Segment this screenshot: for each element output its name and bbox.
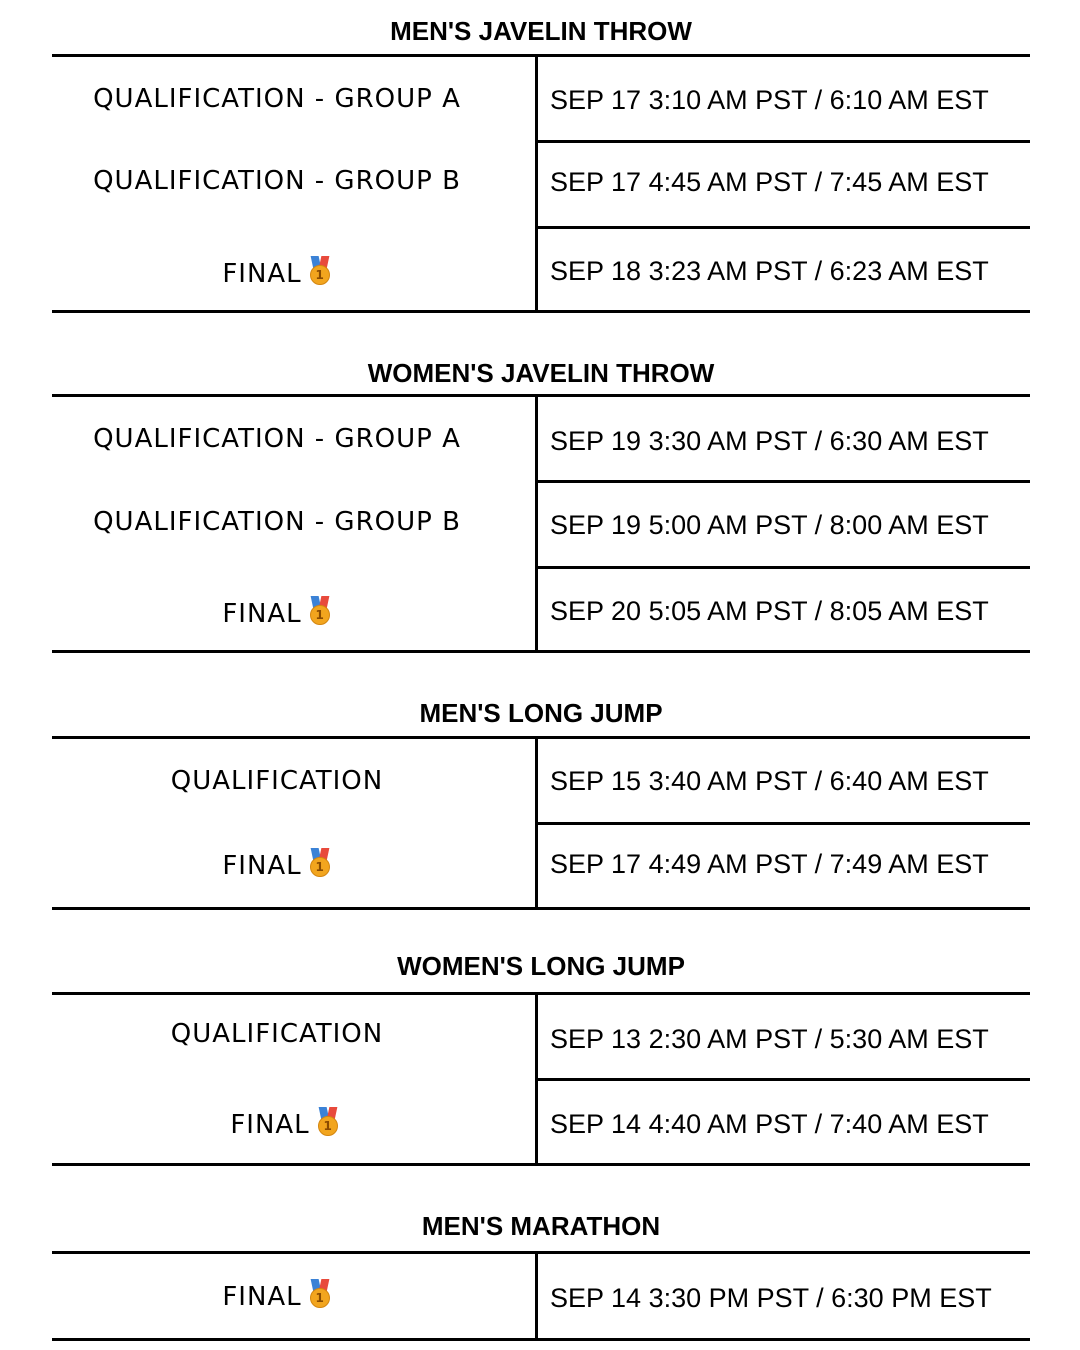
schedule-table	[52, 992, 1030, 1166]
time-label: SEP 15 3:40 AM PST / 6:40 AM EST	[550, 766, 989, 796]
table-row	[52, 825, 1030, 909]
first-place-medal-icon	[308, 596, 332, 626]
time-label: SEP 17 4:49 AM PST / 7:49 AM EST	[550, 849, 989, 879]
table-row	[52, 397, 1030, 481]
time-label: SEP 13 2:30 AM PST / 5:30 AM EST	[550, 1024, 989, 1054]
round-label-final	[52, 596, 502, 629]
medal-number: 1	[318, 1116, 338, 1136]
table-row	[52, 569, 1030, 653]
section-title: MEN'S MARATHON	[421, 1211, 661, 1241]
first-place-medal-icon	[308, 256, 332, 286]
medal-number: 1	[310, 1288, 330, 1308]
schedule-table	[52, 54, 1030, 313]
round-label-final	[60, 1107, 510, 1140]
medal-number: 1	[310, 857, 330, 877]
time-label: SEP 18 3:23 AM PST / 6:23 AM EST	[550, 256, 989, 286]
round-label: QUALIFICATION - GROUP A	[93, 424, 461, 454]
section-title: WOMEN'S LONG JUMP	[397, 951, 685, 981]
table-row	[52, 1254, 1030, 1338]
time-label: SEP 14 4:40 AM PST / 7:40 AM EST	[550, 1109, 989, 1139]
round-label-final	[52, 848, 502, 881]
time-label: SEP 20 5:05 AM PST / 8:05 AM EST	[550, 596, 989, 626]
section-mens-javelin-throw	[52, 14, 1030, 314]
medal-number: 1	[310, 605, 330, 625]
table-row	[52, 229, 1030, 313]
time-label: SEP 14 3:30 PM PST / 6:30 PM EST	[550, 1283, 992, 1313]
round-label: QUALIFICATION - GROUP A	[93, 84, 461, 114]
section-title: MEN'S JAVELIN THROW	[390, 16, 692, 46]
round-label: QUALIFICATION - GROUP B	[93, 166, 461, 196]
round-label-final	[52, 1279, 502, 1312]
section-title: MEN'S LONG JUMP	[419, 698, 663, 728]
table-row	[52, 739, 1030, 823]
round-label-final	[52, 256, 502, 289]
section-womens-long-jump	[52, 949, 1030, 1169]
time-label: SEP 19 3:30 AM PST / 6:30 AM EST	[550, 426, 989, 456]
round-label-text: FINAL	[222, 1282, 302, 1312]
round-label: QUALIFICATION	[170, 766, 384, 796]
first-place-medal-icon	[308, 1279, 332, 1309]
table-row	[52, 995, 1030, 1079]
section-mens-marathon	[52, 1209, 1030, 1344]
round-label-text: FINAL	[230, 1110, 310, 1140]
time-label: SEP 17 3:10 AM PST / 6:10 AM EST	[550, 85, 989, 115]
medal-number: 1	[310, 265, 330, 285]
first-place-medal-icon	[316, 1107, 340, 1137]
section-womens-javelin-throw	[52, 356, 1030, 656]
table-row	[52, 1081, 1030, 1165]
round-label: QUALIFICATION	[170, 1019, 384, 1049]
table-row	[52, 57, 1030, 141]
first-place-medal-icon	[308, 848, 332, 878]
schedule-table	[52, 1251, 1030, 1341]
schedule-table	[52, 736, 1030, 910]
time-label: SEP 19 5:00 AM PST / 8:00 AM EST	[550, 510, 989, 540]
round-label-text: FINAL	[222, 259, 302, 289]
section-title: WOMEN'S JAVELIN THROW	[367, 358, 715, 388]
time-label: SEP 17 4:45 AM PST / 7:45 AM EST	[550, 167, 989, 197]
section-mens-long-jump	[52, 696, 1030, 912]
table-row	[52, 143, 1030, 227]
schedule-table	[52, 394, 1030, 653]
round-label-text: FINAL	[222, 851, 302, 881]
round-label-text: FINAL	[222, 599, 302, 629]
table-row	[52, 483, 1030, 567]
round-label: QUALIFICATION - GROUP B	[93, 507, 461, 537]
